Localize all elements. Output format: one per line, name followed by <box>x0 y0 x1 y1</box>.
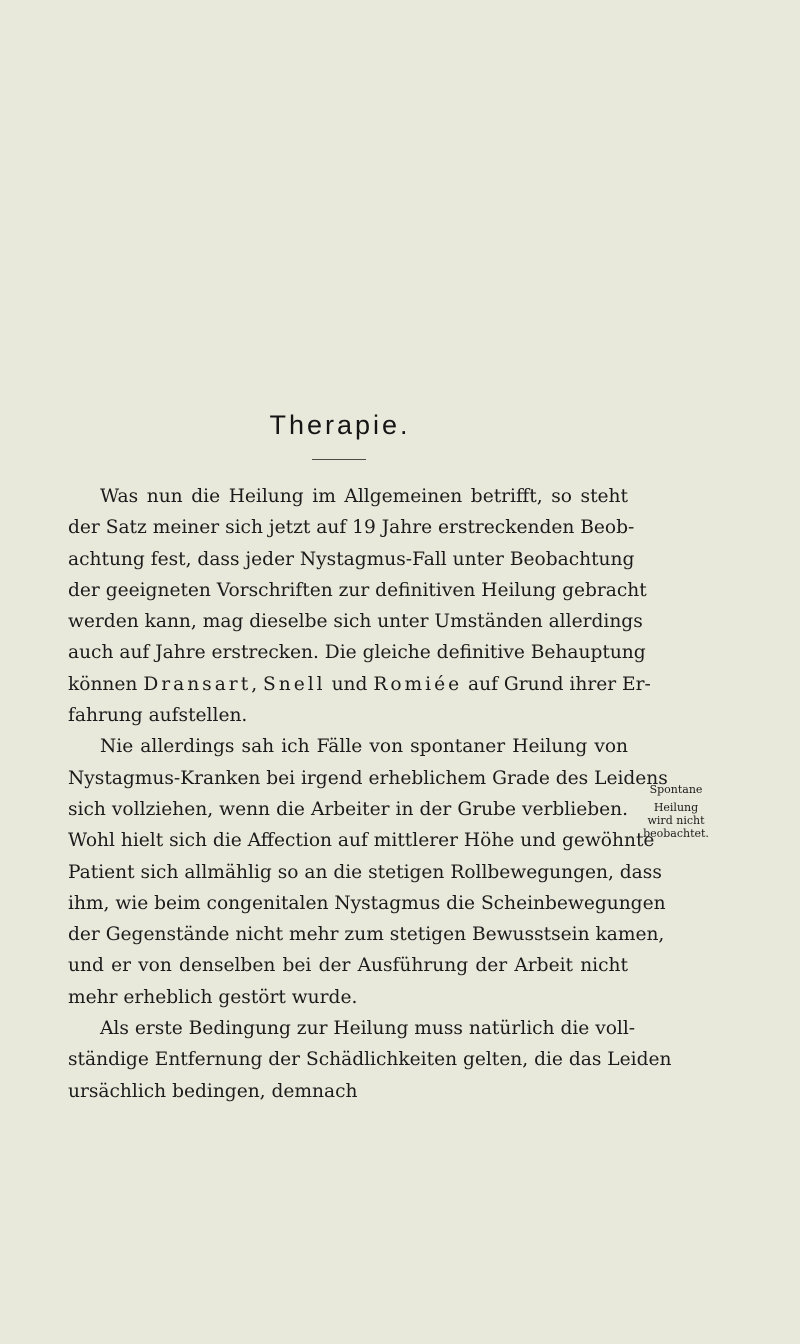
margin-note-line: beobachtet. <box>643 827 709 840</box>
section-title: Therapie. <box>269 410 411 440</box>
text-line: ursächlich bedingen, demnach <box>68 1080 358 1102</box>
text-line: Was nun die Heilung im Allgemeinen betrifft, so steht <box>100 486 628 507</box>
margin-note-line: Spontane <box>649 783 703 796</box>
text-line: werden kann, mag dieselbe sich unter Umständen allerdings <box>68 611 643 633</box>
text-line: der Satz meiner sich jetzt auf 19 Jahre erstreckenden Beob- <box>68 517 635 539</box>
text-line: mehr erheblich gestört wurde. <box>68 986 358 1008</box>
title-divider <box>312 459 366 460</box>
text-line: ihm, wie beim congenitalen Nystagmus die Scheinbewegungen <box>68 892 666 914</box>
text-line: der geeigneten Vorschriften zur definitiven Heilung gebracht <box>68 579 647 601</box>
text-line: Nie allerdings sah ich Fälle von spontaner Heilung von <box>100 736 628 758</box>
text-line: auch auf Jahre erstrecken. Die gleiche definitive Behauptung <box>68 642 646 664</box>
text-line: der Gegenstände nicht mehr zum stetigen Bewusstsein kamen, <box>68 924 665 946</box>
margin-note-line: Heilung <box>653 801 699 814</box>
text-fragment: auf Grund ihrer Er- <box>468 673 651 695</box>
body-text <box>68 481 672 1107</box>
text-line: Patient sich allmählig so an die stetigen Rollbewegungen, dass <box>68 861 662 883</box>
text-fragment: können <box>68 673 138 695</box>
author-name: Snell <box>263 673 326 695</box>
margin-note <box>636 783 716 840</box>
margin-note-line: wird nicht <box>647 814 705 827</box>
text-line-authors: können Dransart, Snell und Romiée auf Grund ihrer Er- <box>68 673 651 695</box>
text-fragment: und <box>331 673 368 695</box>
text-line: achtung fest, dass jeder Nystagmus-Fall unter Beobachtung <box>68 548 635 570</box>
text-line: Als erste Bedingung zur Heilung muss natürlich die voll- <box>100 1018 636 1040</box>
text-line: Nystagmus-Kranken bei irgend erheblichem Grade des Leidens <box>68 767 668 789</box>
text-line: und er von denselben bei der Ausführung der Arbeit nicht <box>68 955 628 977</box>
text-line: fahrung aufstellen. <box>68 705 248 727</box>
author-name: Romiée <box>373 673 463 695</box>
text-line: sich vollziehen, wenn die Arbeiter in der Grube verblieben. <box>68 798 628 820</box>
text-line: Wohl hielt sich die Affection auf mittlerer Höhe und gewöhnte <box>68 830 655 852</box>
text-line: ständige Entfernung der Schädlichkeiten gelten, die das Leiden <box>68 1049 672 1071</box>
author-name: Dransart <box>143 673 252 695</box>
